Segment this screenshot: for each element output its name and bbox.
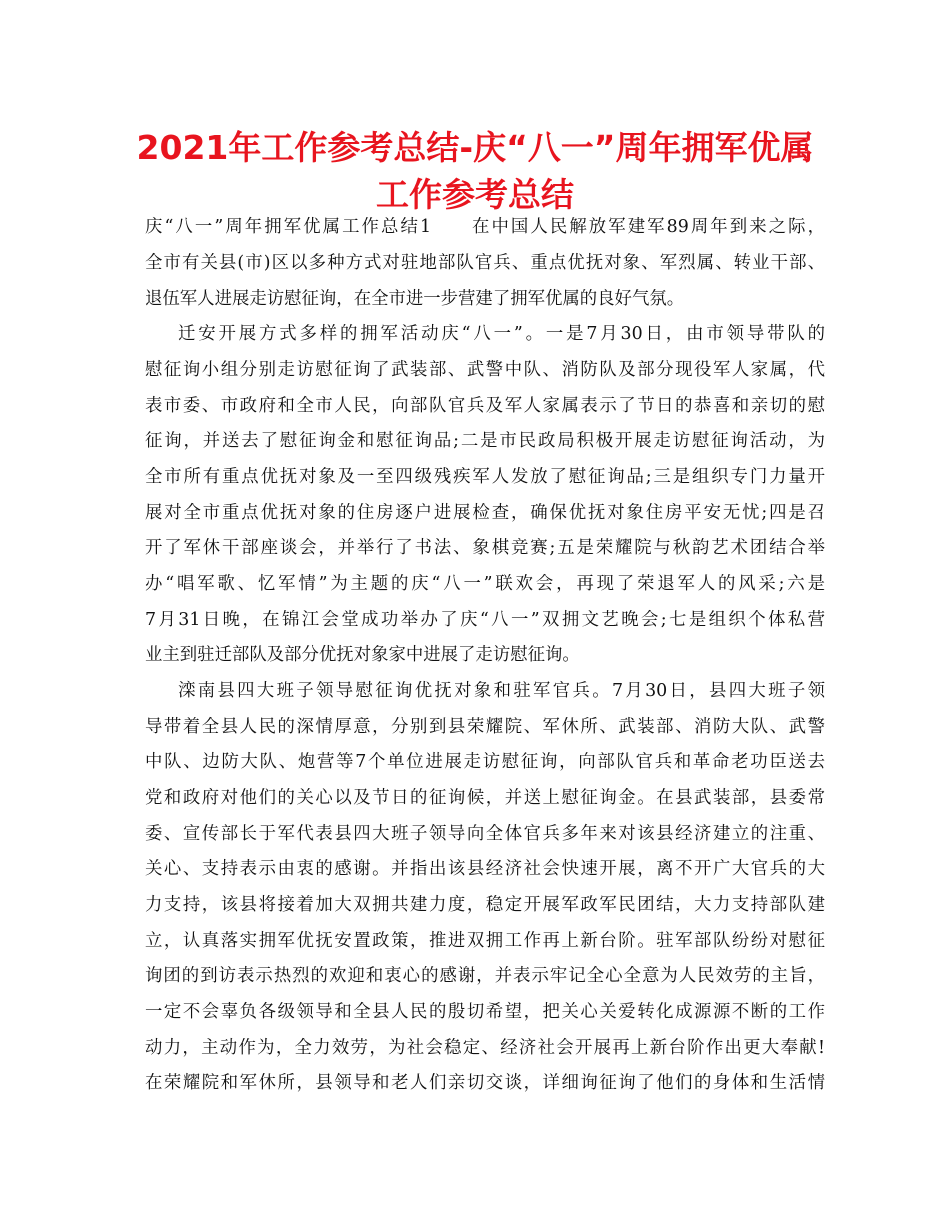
page-title-line-1: 2021年工作参考总结-庆“八一”周年拥军优属 [136,128,814,167]
body-line: 委、宣传部长于军代表县四大班子领导向全体官兵多年来对该县经济建立的注重、 [145,824,825,844]
body-line: 7月31日晚，在锦江会堂成功举办了庆“八一”双拥文艺晚会;七是组织个体私营 [145,610,825,630]
body-line: 滦南县四大班子领导慰征询优抚对象和驻军官兵。7月30日，县四大班子领 [178,681,825,701]
body-line: 党和政府对他们的关心以及节日的征询候，并送上慰征询金。在县武装部，县委常 [145,788,825,808]
body-line: 全市有关县(市)区以多种方式对驻地部队官兵、重点优抚对象、军烈属、转业干部、 [145,253,825,273]
body-line: 迁安开展方式多样的拥军活动庆“八一”。一是7月30日，由市领导带队的 [178,324,825,344]
body-line: 开了军休干部座谈会，并举行了书法、象棋竞赛;五是荣耀院与秋韵艺术团结合举 [145,538,825,558]
body-line: 力支持，该县将接着加大双拥共建力度，稳定开展军政军民团结，大力支持部队建 [145,895,825,915]
body-line: 在荣耀院和军休所，县领导和老人们亲切交谈，详细询征询了他们的身体和生活情 [145,1073,825,1093]
body-line: 业主到驻迁部队及部分优抚对象家中进展了走访慰征询。 [145,645,580,665]
body-line: 慰征询小组分别走访慰征询了武装部、武警中队、消防队及部分现役军人家属，代 [145,360,825,380]
body-line: 询团的到访表示热烈的欢迎和衷心的感谢，并表示牢记全心全意为人民效劳的主旨， [145,966,825,986]
body-line: 展对全市重点优抚对象的住房逐户进展检查，确保优抚对象住房平安无忧;四是召 [145,503,825,523]
body-line: 庆“八一”周年拥军优属工作总结1 在中国人民解放军建军89周年到来之际， [145,217,825,237]
body-line: 一定不会辜负各级领导和全县人民的殷切希望，把关心关爱转化成源源不断的工作 [145,1002,825,1022]
body-line: 征询，并送去了慰征询金和慰征询品;二是市民政局积极开展走访慰征询活动，为 [145,431,825,451]
body-line: 全市所有重点优抚对象及一至四级残疾军人发放了慰征询品;三是组织专门力量开 [145,467,825,487]
body-line: 退伍军人进展走访慰征询，在全市进一步营建了拥军优属的良好气氛。 [145,289,685,309]
body-line: 中队、边防大队、炮营等7个单位进展走访慰征询，向部队官兵和革命老功臣送去 [145,752,825,772]
body-line: 关心、支持表示由衷的感谢。并指出该县经济社会快速开展，离不开广大官兵的大 [145,859,825,879]
body-line: 立，认真落实拥军优抚安置政策，推进双拥工作再上新台阶。驻军部队纷纷对慰征 [145,931,825,951]
body-line: 导带着全县人民的深情厚意，分别到县荣耀院、军休所、武装部、消防大队、武警 [145,717,825,737]
page-title-line-2: 工作参考总结 [376,175,574,214]
body-line: 动力，主动作为，全力效劳，为社会稳定、经济社会开展再上新台阶作出更大奉献! [145,1038,825,1058]
body-line: 表市委、市政府和全市人民，向部队官兵及军人家属表示了节日的恭喜和亲切的慰 [145,396,825,416]
body-line: 办“唱军歌、忆军情”为主题的庆“八一”联欢会，再现了荣退军人的风采;六是 [145,574,825,594]
